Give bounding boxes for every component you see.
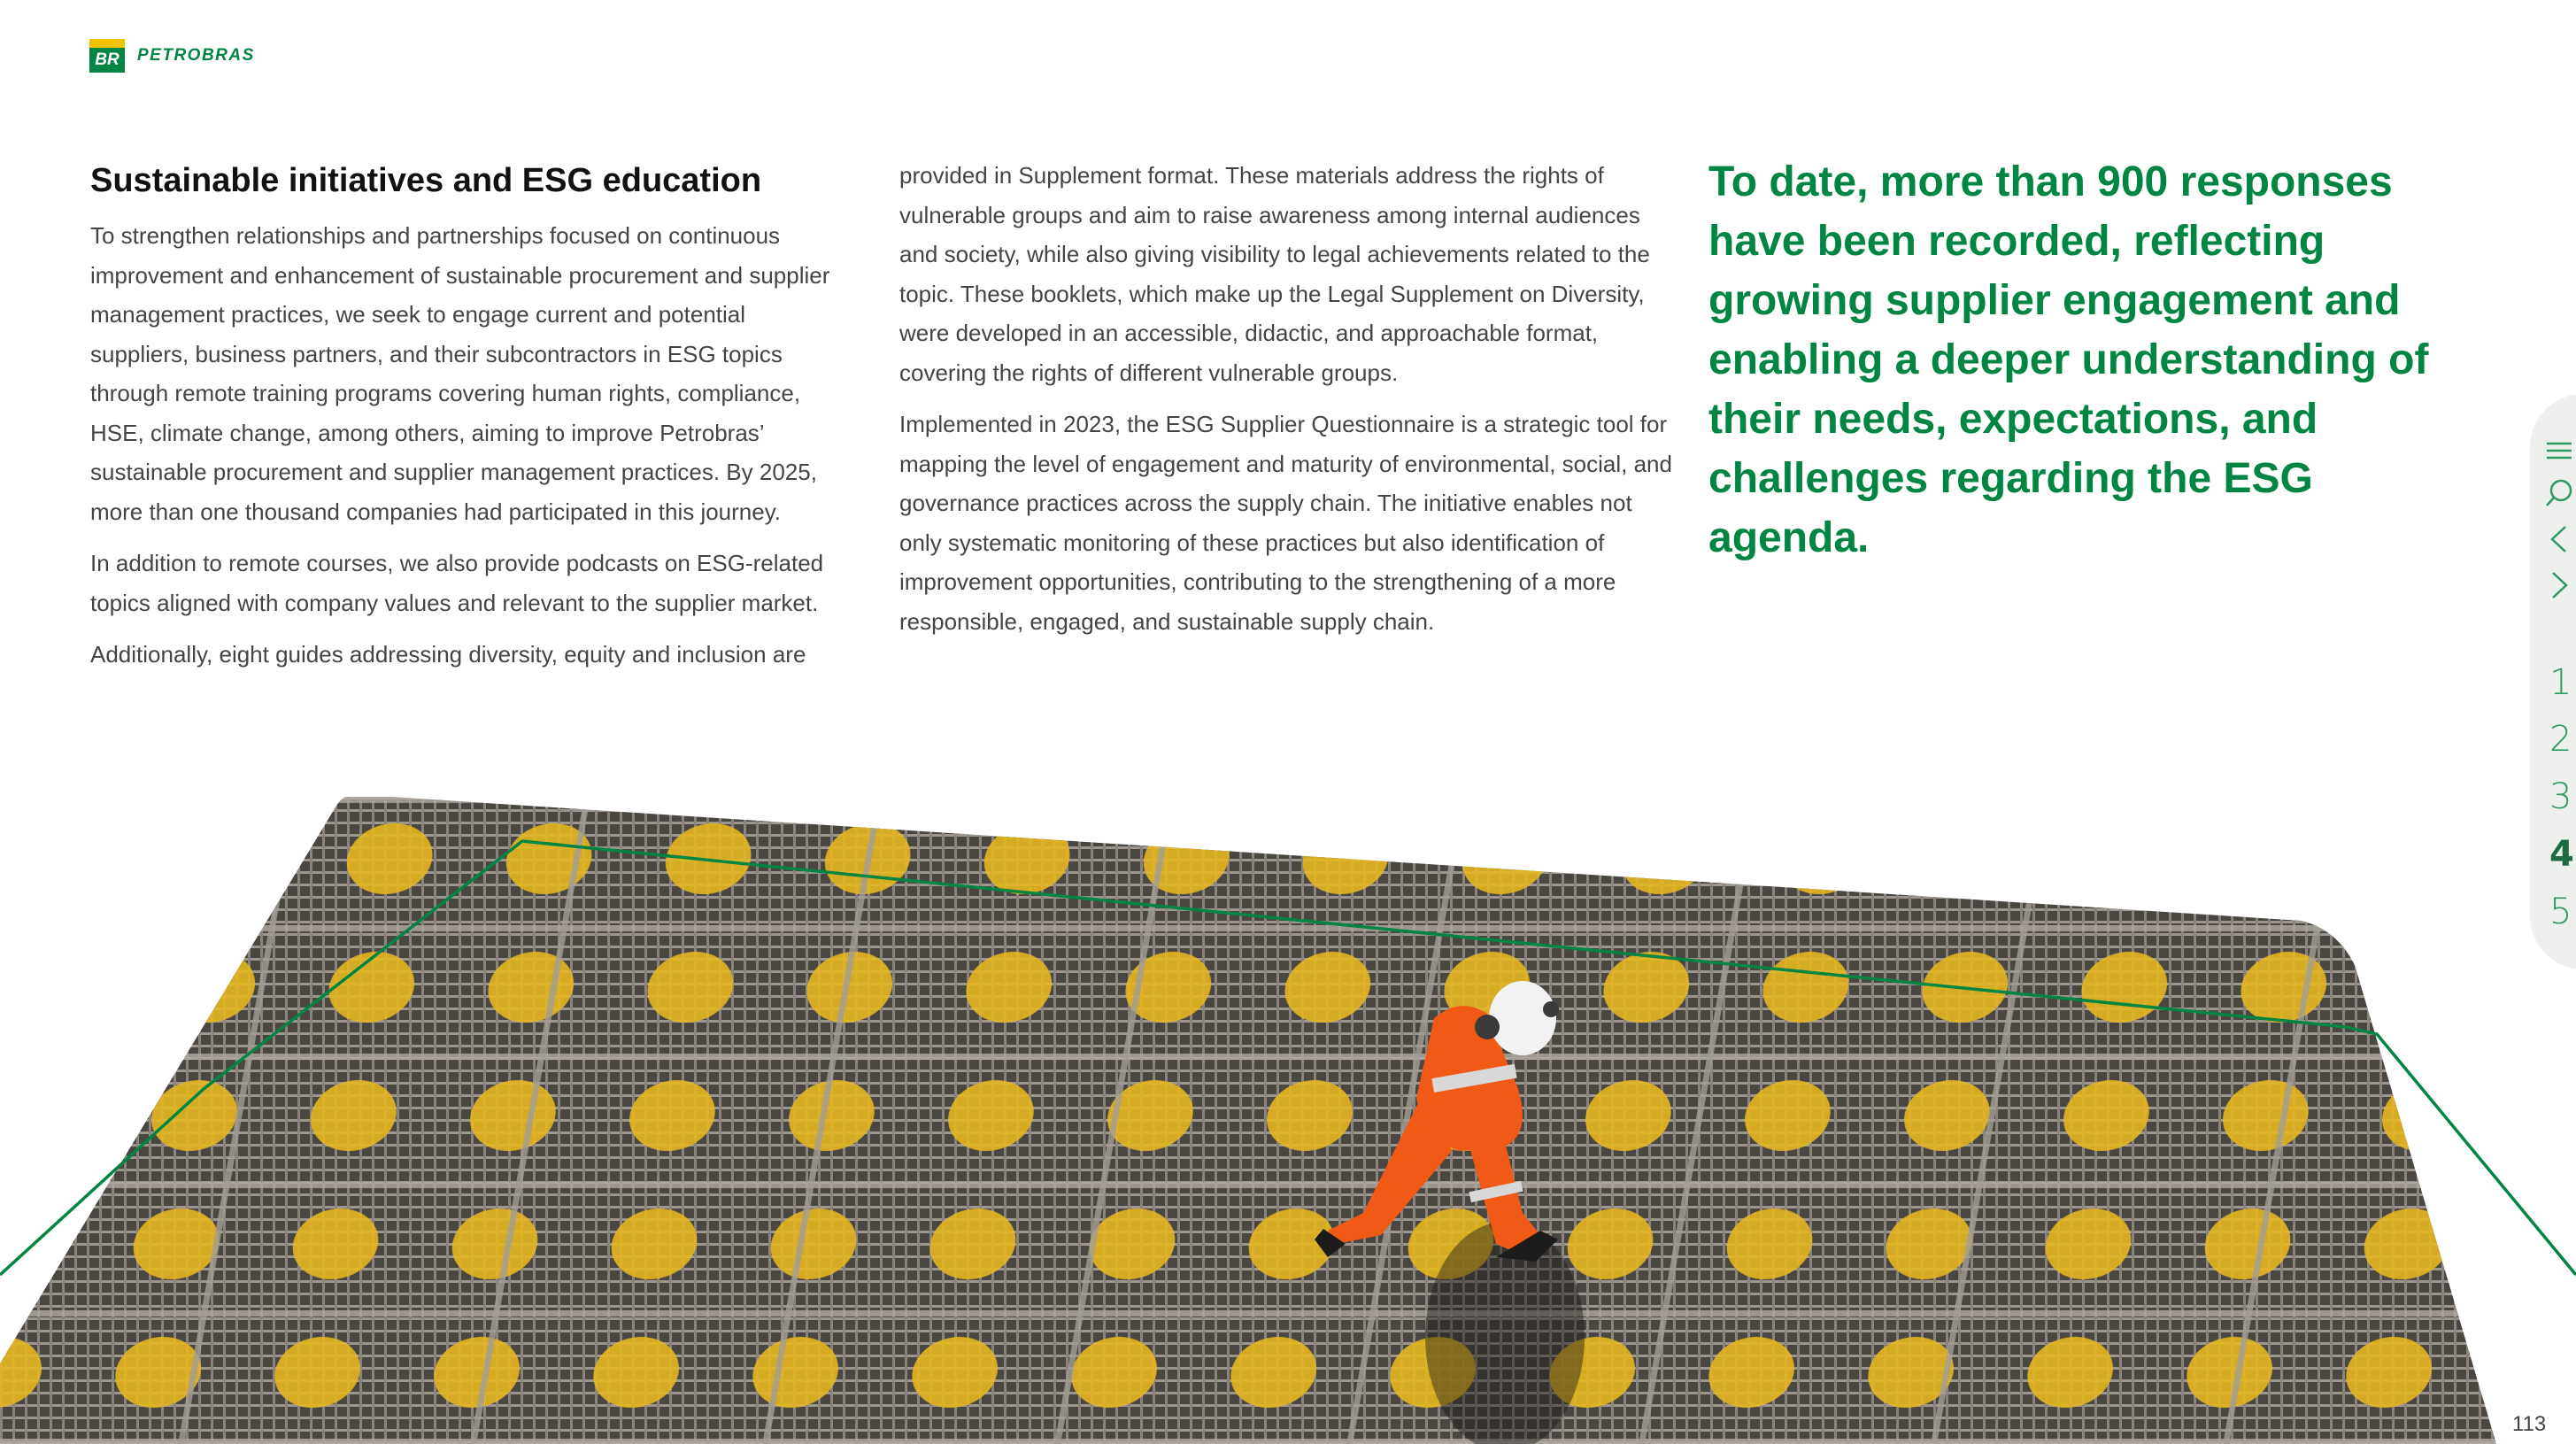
chapter-link-3[interactable]: 3 [2549,776,2572,817]
chevron-right-icon[interactable] [2544,570,2574,600]
chapter-link-2[interactable]: 2 [2549,719,2572,760]
paragraph: In addition to remote courses, we also provide podcasts on ESG-related topics aligned with company values and relevant to the supplier market. [90,550,824,616]
page-number: 113 [2512,1412,2547,1436]
chapter-link-1[interactable]: 1 [2549,662,2572,703]
highlight-quote: To date, more than 900 responses have been recorded, reflecting growing supplier engagement and enabling a deeper understanding of their needs, expectations, and challenges regarding the ESG agenda. [1708,158,2429,561]
petrobras-logo [89,39,255,73]
paragraph: Additionally, eight guides addressing diversity, equity and inclusion are [90,641,806,668]
middle-column [899,156,1678,653]
menu-icon[interactable] [2544,436,2574,466]
br-logo-mark: BR [89,39,125,73]
paragraph: Implemented in 2023, the ESG Supplier Questionnaire is a strategic tool for mapping the level of engagement and maturity of environmental, social, and governance practices across the supply chain. The initiative enables not only systematic monitoring of these practices but also identification of improvement opportunities, contributing to the strengthening of a more responsible, engaged, and sustainable supply chain. [899,411,1672,635]
logo-wordmark: PETROBRAS [137,46,255,65]
section-heading: Sustainable initiatives and ESG education [90,162,762,199]
left-column [90,158,834,687]
offshore-deck-photo [0,797,2576,1444]
paragraph: To strengthen relationships and partnerships focused on continuous improvement and enhancement of sustainable procurement and supplier management practices, we seek to engage current and potential suppliers, business partners, and their subcontractors in ESG topics through remote training programs covering human rights, compliance, HSE, climate change, among others, aiming to improve Petrobras’ sustainable procurement and supplier management practices. By 2025, more than one thousand companies had participated in this journey. [90,222,830,525]
chapter-link-4-active[interactable]: 4 [2549,834,2574,875]
chapter-link-5[interactable]: 5 [2549,892,2572,932]
search-icon[interactable] [2544,478,2574,508]
chevron-left-icon[interactable] [2544,524,2574,554]
paragraph: provided in Supplement format. These materials address the rights of vulnerable groups and aim to raise awareness among internal audiences and society, while also giving visibility to legal achievements related to the topic. These booklets, which make up the Legal Supplement on Diversity, were developed in an accessible, didactic, and approachable format, covering the rights of different vulnerable groups. [899,162,1650,386]
